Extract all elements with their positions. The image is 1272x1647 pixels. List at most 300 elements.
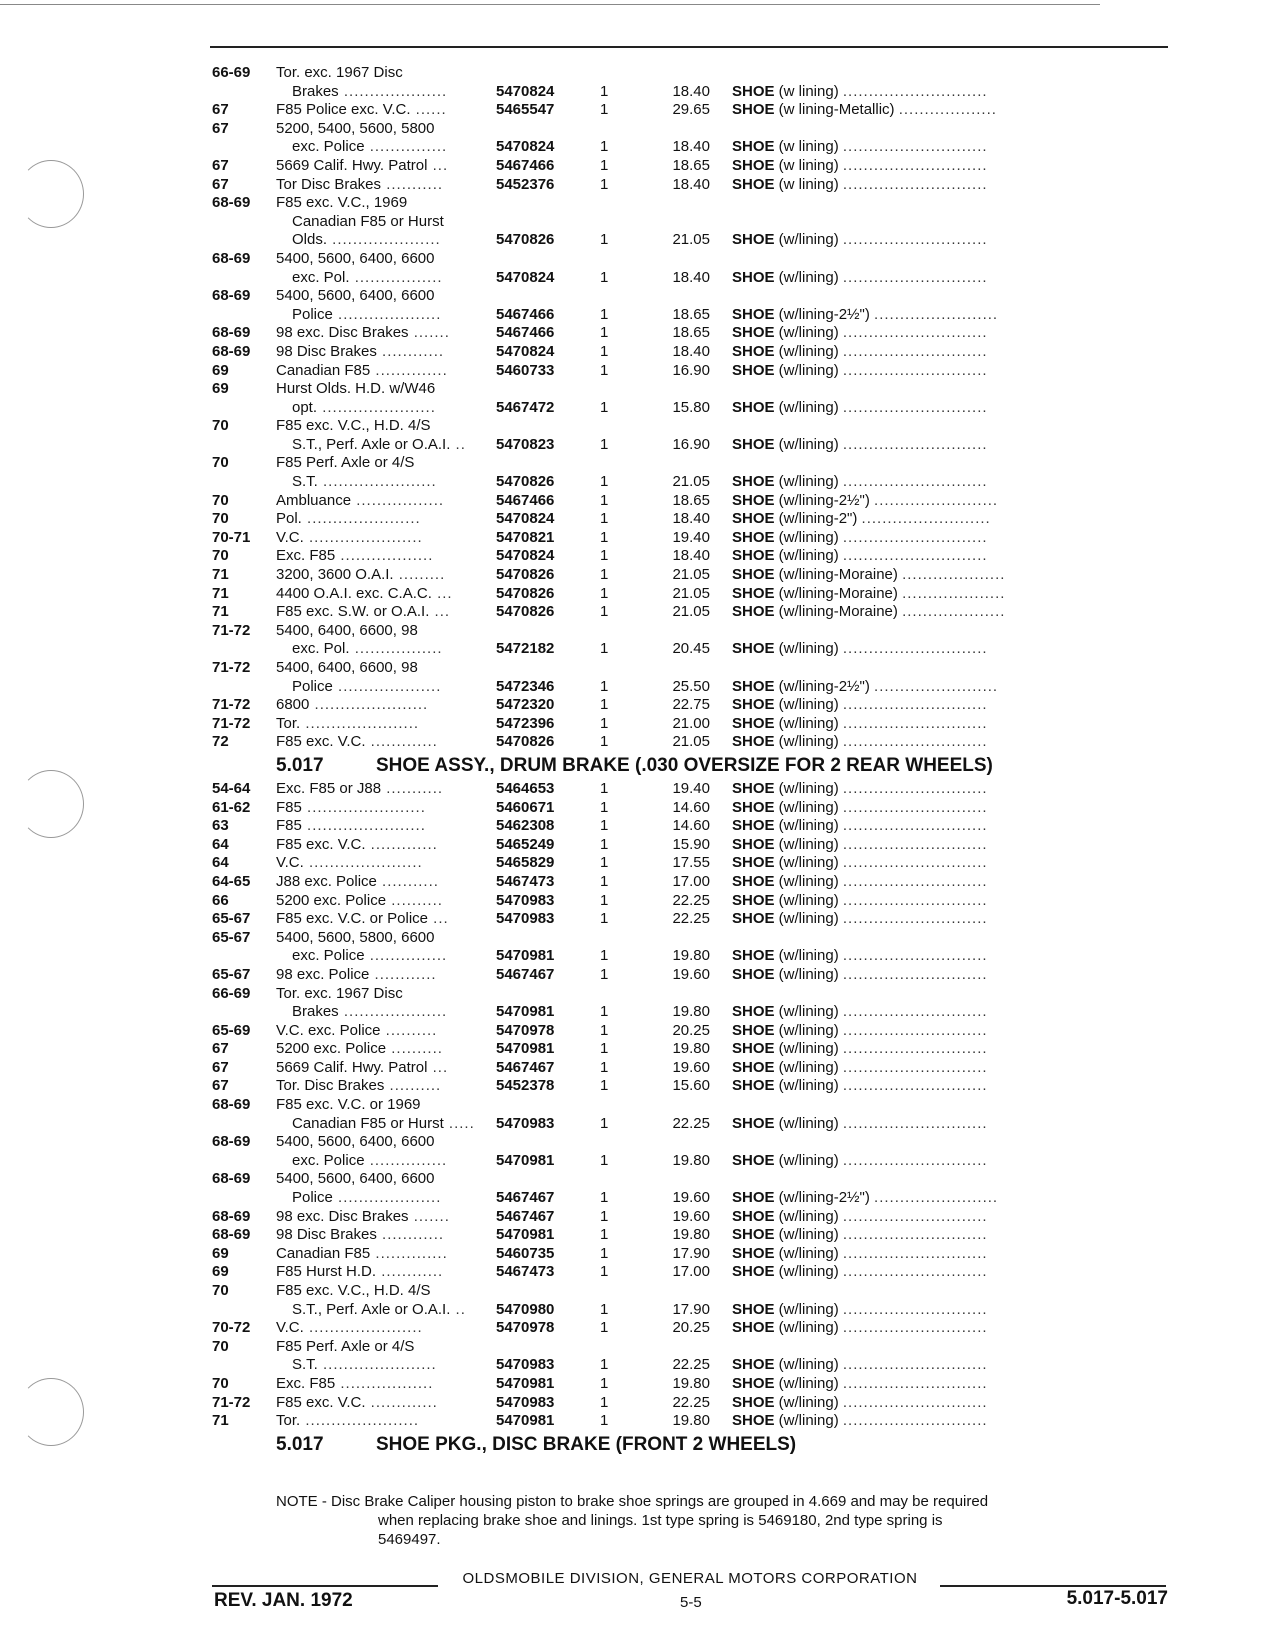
description-detail: (w/lining-2½") — [774, 1189, 875, 1207]
price: 18.65 — [672, 491, 710, 509]
leader-dots: ........... — [376, 872, 439, 890]
description-detail: (w/lining) — [774, 947, 843, 965]
quantity: 1 — [600, 910, 609, 928]
description — [732, 269, 988, 288]
table-row — [0, 892, 1272, 911]
application: F85 Perf. Axle or 4/S — [276, 454, 415, 472]
quantity: 1 — [600, 1189, 609, 1207]
application: 5400, 5600, 6400, 6600 — [276, 287, 435, 305]
quantity: 1 — [600, 965, 609, 983]
table-row — [0, 985, 1272, 1004]
quantity: 1 — [600, 1077, 609, 1095]
part-number: 5470981 — [496, 1412, 555, 1430]
part-number: 5467467 — [496, 965, 555, 983]
leader-dots: .......... — [386, 1040, 443, 1058]
leader-dots: ............................ — [842, 965, 988, 983]
application: S.T. ...................... — [292, 473, 437, 491]
price: 19.80 — [672, 1151, 710, 1169]
price: 18.65 — [672, 324, 710, 342]
leader-dots: ............... — [364, 138, 448, 156]
model-years: 70-72 — [212, 1319, 251, 1337]
description-detail: (w/lining) — [774, 1077, 843, 1095]
description-detail: (w/lining) — [774, 779, 843, 797]
quantity: 1 — [600, 156, 609, 174]
table-row — [0, 1226, 1272, 1245]
description-noun: SHOE — [732, 1189, 775, 1207]
table-row — [0, 529, 1272, 548]
price: 17.00 — [672, 872, 710, 890]
price: 22.25 — [672, 1356, 710, 1374]
application: exc. Pol. ................. — [292, 268, 443, 286]
application: 98 exc. Disc Brakes ....... — [276, 1207, 450, 1225]
model-years: 70-71 — [212, 528, 251, 546]
description — [732, 436, 988, 455]
part-number: 5460735 — [496, 1244, 555, 1262]
model-years: 67 — [212, 119, 229, 137]
leader-dots: ............................ — [842, 342, 988, 360]
price: 18.40 — [672, 82, 710, 100]
application: F85 Hurst H.D. ............ — [276, 1263, 444, 1281]
application: V.C. ...................... — [276, 528, 423, 546]
description — [732, 529, 988, 548]
price: 22.25 — [672, 1393, 710, 1411]
description-detail: (w/lining) — [774, 714, 843, 732]
model-years: 68-69 — [212, 287, 251, 305]
leader-dots: ................. — [351, 491, 445, 509]
part-number: 5460733 — [496, 361, 555, 379]
description-detail: (w/lining-Moraine) — [774, 566, 903, 584]
model-years: 68-69 — [212, 1207, 251, 1225]
leader-dots: ........... — [381, 779, 444, 797]
leader-dots: ............. — [365, 733, 438, 751]
price: 29.65 — [672, 101, 710, 119]
leader-dots: ... — [427, 1058, 449, 1076]
application: exc. Pol. ................. — [292, 640, 443, 658]
price: 19.80 — [672, 1412, 710, 1430]
model-years: 71 — [212, 1412, 229, 1430]
leader-dots: ............................ — [842, 947, 988, 965]
application: Brakes .................... — [292, 82, 448, 100]
price: 14.60 — [672, 798, 710, 816]
leader-dots: ............................ — [842, 1058, 988, 1076]
table-row — [0, 1282, 1272, 1301]
section-heading — [0, 752, 1272, 780]
description-noun: SHOE — [732, 1374, 775, 1392]
part-number: 5467472 — [496, 398, 555, 416]
price: 19.40 — [672, 528, 710, 546]
model-years: 69 — [212, 380, 229, 398]
description — [732, 566, 1005, 585]
application: 5400, 5600, 6400, 6600 — [276, 1133, 435, 1151]
model-years: 70 — [212, 454, 229, 472]
description — [732, 947, 988, 966]
table-row — [0, 380, 1272, 399]
table-row — [0, 324, 1272, 343]
quantity: 1 — [600, 947, 609, 965]
description — [732, 892, 988, 911]
part-number: 5470824 — [496, 342, 555, 360]
price: 22.25 — [672, 910, 710, 928]
description — [732, 1115, 988, 1134]
quantity: 1 — [600, 101, 609, 119]
leader-dots: ...................... — [309, 696, 429, 714]
leader-dots: ........... — [381, 175, 444, 193]
leader-dots: ...................... — [303, 528, 423, 546]
part-number: 5470823 — [496, 435, 555, 453]
price: 25.50 — [672, 677, 710, 695]
table-row — [0, 83, 1272, 102]
description-detail: (w/lining) — [774, 473, 843, 491]
description-noun: SHOE — [732, 231, 775, 249]
leader-dots: .......... — [380, 1021, 438, 1039]
description-noun: SHOE — [732, 1040, 775, 1058]
footer-rule — [940, 1585, 1166, 1587]
table-row — [0, 343, 1272, 362]
description-detail: (w/lining) — [774, 798, 843, 816]
table-row — [0, 966, 1272, 985]
description-detail: (w/lining) — [774, 1021, 843, 1039]
leader-dots: .............. — [370, 361, 448, 379]
leader-dots: ............................ — [842, 1300, 988, 1318]
price: 19.60 — [672, 1207, 710, 1225]
price: 19.80 — [672, 1374, 710, 1392]
application: F85 Perf. Axle or 4/S — [276, 1337, 415, 1355]
description-detail: (w/lining) — [774, 696, 843, 714]
part-number: 5470826 — [496, 584, 555, 602]
quantity: 1 — [600, 779, 609, 797]
price: 19.80 — [672, 947, 710, 965]
description — [732, 473, 988, 492]
description-detail: (w/lining) — [774, 835, 843, 853]
description-noun: SHOE — [732, 1077, 775, 1095]
model-years: 71-72 — [212, 621, 251, 639]
model-years: 71-72 — [212, 1393, 251, 1411]
description-noun: SHOE — [732, 835, 775, 853]
note-line: when replacing brake shoe and linings. 1st type spring is 5469180, 2nd type spring is — [378, 1512, 943, 1529]
price: 18.40 — [672, 138, 710, 156]
quantity: 1 — [600, 1021, 609, 1039]
table-row — [0, 287, 1272, 306]
part-number: 5467467 — [496, 1058, 555, 1076]
leader-dots: ............................ — [842, 231, 988, 249]
part-number: 5467473 — [496, 872, 555, 890]
price: 15.60 — [672, 1077, 710, 1095]
description-detail: (w/lining) — [774, 1356, 843, 1374]
description — [732, 1263, 988, 1282]
model-years: 70 — [212, 1282, 229, 1299]
leader-dots: ............................ — [842, 361, 988, 379]
leader-dots: .................... — [338, 82, 448, 100]
part-number: 5470983 — [496, 910, 555, 928]
part-number: 5470983 — [496, 1114, 555, 1132]
application: Police .................... — [292, 1189, 442, 1207]
description-noun: SHOE — [732, 910, 775, 928]
price: 19.60 — [672, 965, 710, 983]
quantity: 1 — [600, 324, 609, 342]
leader-dots: ............................ — [842, 817, 988, 835]
price: 21.05 — [672, 473, 710, 491]
description — [732, 510, 991, 529]
description-noun: SHOE — [732, 528, 775, 546]
leader-dots: ............. — [365, 1393, 438, 1411]
leader-dots: ............................ — [842, 473, 988, 491]
description-noun: SHOE — [732, 1319, 775, 1337]
description-noun: SHOE — [732, 854, 775, 872]
table-row — [0, 929, 1272, 948]
model-years: 64-65 — [212, 872, 251, 890]
description-noun: SHOE — [732, 677, 775, 695]
application: 5669 Calif. Hwy. Patrol ... — [276, 156, 449, 174]
leader-dots: ............................ — [842, 1263, 988, 1281]
description-detail: (w/lining) — [774, 1151, 843, 1169]
description-noun: SHOE — [732, 1226, 775, 1244]
application: Exc. F85 .................. — [276, 1374, 434, 1392]
description — [732, 1301, 988, 1320]
price: 21.05 — [672, 733, 710, 751]
application: Tor. Disc Brakes .......... — [276, 1077, 442, 1095]
leader-dots: ....... — [408, 324, 450, 342]
table-row — [0, 250, 1272, 269]
quantity: 1 — [600, 677, 609, 695]
description — [732, 138, 988, 157]
leader-dots: ......... — [393, 566, 446, 584]
table-row — [0, 1115, 1272, 1134]
leader-dots: ............................ — [842, 1374, 988, 1392]
application: exc. Police ............... — [292, 1151, 448, 1169]
table-row — [0, 1263, 1272, 1282]
price: 17.90 — [672, 1244, 710, 1262]
description — [732, 836, 988, 855]
description-noun: SHOE — [732, 1300, 775, 1318]
model-years: 69 — [212, 361, 229, 379]
part-number: 5470826 — [496, 566, 555, 584]
model-years: 67 — [212, 1040, 229, 1058]
description-detail: (w/lining) — [774, 1003, 843, 1021]
quantity: 1 — [600, 1263, 609, 1281]
table-row — [0, 362, 1272, 381]
application: F85 exc. V.C. or Police ... — [276, 910, 449, 928]
table-row — [0, 1189, 1272, 1208]
quantity: 1 — [600, 1151, 609, 1169]
model-years: 68-69 — [212, 249, 251, 267]
part-number: 5470978 — [496, 1021, 555, 1039]
leader-dots: .............. — [370, 1244, 448, 1262]
application: F85 Police exc. V.C. ...... — [276, 101, 447, 119]
model-years: 67 — [212, 156, 229, 174]
part-number: 5470981 — [496, 1040, 555, 1058]
description — [732, 966, 988, 985]
description-detail: (w/lining-2½") — [774, 677, 875, 695]
quantity: 1 — [600, 1207, 609, 1225]
model-years: 71 — [212, 584, 229, 602]
application: Pol. ...................... — [276, 510, 421, 528]
description-noun: SHOE — [732, 361, 775, 379]
quantity: 1 — [600, 491, 609, 509]
leader-dots: .................. — [335, 547, 434, 565]
part-number: 5472182 — [496, 640, 555, 658]
table-row — [0, 492, 1272, 511]
table-row — [0, 622, 1272, 641]
description — [732, 585, 1005, 604]
table-row — [0, 1301, 1272, 1320]
description-noun: SHOE — [732, 175, 775, 193]
description-detail: (w/lining) — [774, 1244, 843, 1262]
model-years: 70 — [212, 547, 229, 565]
table-row — [0, 1003, 1272, 1022]
price: 20.25 — [672, 1319, 710, 1337]
description — [732, 492, 998, 511]
description-noun: SHOE — [732, 305, 775, 323]
leader-dots: ................... — [898, 101, 997, 119]
leader-dots: ............................ — [842, 835, 988, 853]
model-years: 64 — [212, 854, 229, 872]
leader-dots: ............................ — [842, 175, 988, 193]
quantity: 1 — [600, 305, 609, 323]
model-years: 65-67 — [212, 910, 251, 928]
table-row — [0, 510, 1272, 529]
description-noun: SHOE — [732, 1151, 775, 1169]
application: 98 Disc Brakes ............ — [276, 1226, 445, 1244]
leader-dots: ............................ — [842, 82, 988, 100]
part-number: 5470981 — [496, 947, 555, 965]
leader-dots: ........................ — [874, 677, 999, 695]
leader-dots: ............................ — [842, 1226, 988, 1244]
leader-dots: .. — [450, 435, 466, 453]
quantity: 1 — [600, 473, 609, 491]
application: Exc. F85 or J88 ........... — [276, 779, 444, 797]
disc-brake-note — [276, 1492, 1176, 1549]
leader-dots: .. — [450, 1300, 466, 1318]
description-noun: SHOE — [732, 640, 775, 658]
application: Tor. exc. 1967 Disc — [276, 64, 403, 81]
model-years: 70 — [212, 1374, 229, 1392]
application: Tor. exc. 1967 Disc — [276, 984, 403, 1002]
quantity: 1 — [600, 510, 609, 528]
quantity: 1 — [600, 138, 609, 156]
table-row — [0, 1022, 1272, 1041]
model-years: 71-72 — [212, 696, 251, 714]
description-noun: SHOE — [732, 947, 775, 965]
table-row — [0, 659, 1272, 678]
leader-dots: ...................... — [300, 714, 420, 732]
description-detail: (w lining-Metallic) — [774, 101, 899, 119]
table-row — [0, 417, 1272, 436]
quantity: 1 — [600, 817, 609, 835]
part-number: 5472320 — [496, 696, 555, 714]
description — [732, 176, 988, 195]
part-number: 5467473 — [496, 1263, 555, 1281]
model-years: 65-67 — [212, 928, 251, 946]
part-number: 5470981 — [496, 1151, 555, 1169]
description-detail: (w/lining) — [774, 324, 843, 342]
leader-dots: ............................ — [842, 435, 988, 453]
application: F85 exc. S.W. or O.A.I. ... — [276, 603, 451, 621]
quantity: 1 — [600, 547, 609, 565]
section-number: 5.017 — [276, 754, 324, 776]
leader-dots: ............................ — [842, 1040, 988, 1058]
price: 22.75 — [672, 696, 710, 714]
part-number: 5470824 — [496, 547, 555, 565]
quantity: 1 — [600, 435, 609, 453]
table-row — [0, 910, 1272, 929]
leader-dots: ..................... — [327, 231, 441, 249]
leader-dots: ............................ — [842, 324, 988, 342]
price: 17.90 — [672, 1300, 710, 1318]
description — [732, 910, 988, 929]
description-noun: SHOE — [732, 82, 775, 100]
application: 98 exc. Police ............ — [276, 965, 437, 983]
table-row — [0, 733, 1272, 752]
table-row — [0, 101, 1272, 120]
part-number: 5465547 — [496, 101, 555, 119]
quantity: 1 — [600, 398, 609, 416]
application: Tor Disc Brakes ........... — [276, 175, 444, 193]
quantity: 1 — [600, 891, 609, 909]
model-years: 65-69 — [212, 1021, 251, 1039]
leader-dots: ......................... — [861, 510, 991, 528]
leader-dots: ............ — [376, 1263, 444, 1281]
description-noun: SHOE — [732, 603, 775, 621]
application: F85 exc. V.C., H.D. 4/S — [276, 417, 431, 435]
table-row — [0, 780, 1272, 799]
model-years: 69 — [212, 1263, 229, 1281]
leader-dots: ............................ — [842, 872, 988, 890]
leader-dots: ........................ — [874, 491, 999, 509]
application: Olds. ..................... — [292, 231, 441, 249]
description-detail: (w/lining) — [774, 1300, 843, 1318]
model-years: 64 — [212, 835, 229, 853]
description-noun: SHOE — [732, 872, 775, 890]
header-rule — [210, 46, 1168, 48]
application: Canadian F85 .............. — [276, 361, 448, 379]
description-detail: (w/lining) — [774, 1058, 843, 1076]
table-row — [0, 120, 1272, 139]
description-detail: (w/lining) — [774, 733, 843, 751]
part-number: 5467467 — [496, 1207, 555, 1225]
model-years: 63 — [212, 817, 229, 835]
table-row — [0, 64, 1272, 83]
model-years: 66-69 — [212, 984, 251, 1002]
model-years: 67 — [212, 1058, 229, 1076]
table-row — [0, 640, 1272, 659]
table-row — [0, 157, 1272, 176]
part-number: 5467466 — [496, 491, 555, 509]
part-number: 5470824 — [496, 82, 555, 100]
leader-dots: ............ — [376, 342, 445, 360]
leader-dots: ............ — [369, 965, 437, 983]
description-noun: SHOE — [732, 510, 775, 528]
table-row — [0, 473, 1272, 492]
table-row — [0, 454, 1272, 473]
description-detail: (w/lining) — [774, 891, 843, 909]
leader-dots: ...................... — [303, 1319, 423, 1337]
model-years: 72 — [212, 733, 229, 751]
description-noun: SHOE — [732, 1114, 775, 1132]
description — [732, 343, 988, 362]
description-detail: (w/lining) — [774, 872, 843, 890]
leader-dots: ............................ — [842, 696, 988, 714]
quantity: 1 — [600, 566, 609, 584]
parts-list — [0, 64, 1272, 1459]
leader-dots: ... — [428, 910, 449, 928]
description-detail: (w/lining) — [774, 435, 843, 453]
description — [732, 1356, 988, 1375]
leader-dots: ...................... — [300, 1412, 420, 1430]
description — [732, 715, 988, 734]
price: 19.80 — [672, 1226, 710, 1244]
leader-dots: .................. — [335, 1374, 434, 1392]
quantity: 1 — [600, 1319, 609, 1337]
